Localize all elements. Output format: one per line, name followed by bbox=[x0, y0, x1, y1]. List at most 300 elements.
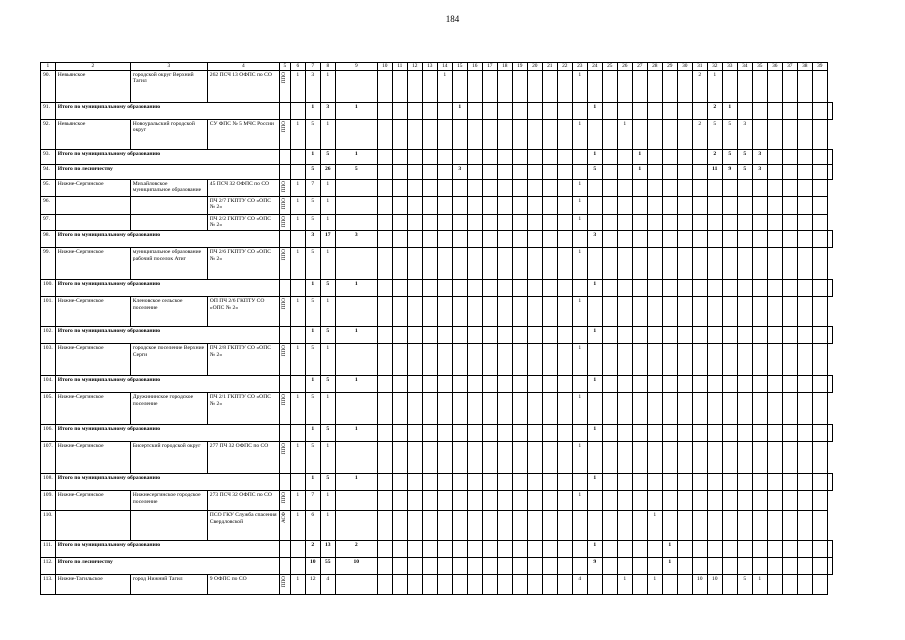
empty-cell bbox=[797, 248, 812, 280]
empty-cell bbox=[617, 541, 632, 558]
empty-cell bbox=[497, 376, 512, 393]
empty-cell bbox=[662, 511, 677, 541]
empty-cell bbox=[557, 150, 572, 165]
district-cell: Нижне-Сергинское bbox=[55, 297, 130, 327]
empty-cell bbox=[542, 150, 557, 165]
empty-cell bbox=[602, 575, 617, 595]
empty-cell bbox=[782, 165, 797, 180]
empty-cell bbox=[452, 541, 467, 558]
empty-cell bbox=[392, 248, 407, 280]
empty-cell bbox=[467, 71, 482, 103]
empty-cell bbox=[662, 393, 677, 425]
value-cell-col-23: 1 bbox=[587, 474, 602, 491]
subtotal-label: Итого по муниципальному образованию bbox=[55, 150, 279, 165]
empty-cell bbox=[482, 103, 497, 120]
unit-cell: 262 ПСЧ 13 ОФПС по СО bbox=[207, 71, 279, 103]
subtotal-row bbox=[41, 541, 833, 558]
empty-cell bbox=[707, 297, 722, 327]
empty-cell bbox=[677, 575, 692, 595]
empty-cell bbox=[692, 474, 707, 491]
empty-cell bbox=[722, 248, 737, 280]
value-cell-col-33: 5 bbox=[737, 150, 752, 165]
empty-cell bbox=[782, 558, 797, 575]
empty-cell bbox=[812, 376, 827, 393]
empty-cell bbox=[452, 474, 467, 491]
empty-cell bbox=[722, 541, 737, 558]
empty-cell bbox=[572, 558, 587, 575]
empty-cell bbox=[467, 248, 482, 280]
empty-cell bbox=[542, 442, 557, 474]
district-cell: Нижне-Сергинское bbox=[55, 248, 130, 280]
column-number-16: 16 bbox=[467, 63, 482, 71]
empty-cell bbox=[722, 425, 737, 442]
empty-cell bbox=[722, 474, 737, 491]
empty-cell bbox=[527, 103, 542, 120]
value-cell-col-23: 1 bbox=[572, 248, 587, 280]
empty-cell bbox=[527, 425, 542, 442]
empty-cell bbox=[707, 214, 722, 231]
value-cell-col-26: 1 bbox=[617, 120, 632, 150]
empty-cell bbox=[437, 344, 452, 376]
empty-cell bbox=[812, 541, 827, 558]
empty-cell bbox=[617, 425, 632, 442]
empty-cell bbox=[572, 474, 587, 491]
empty-cell bbox=[527, 280, 542, 297]
empty-cell bbox=[512, 214, 527, 231]
row-number: 93. bbox=[41, 150, 56, 165]
value-cell-col-6: 5 bbox=[305, 165, 320, 180]
column-number-30: 30 bbox=[677, 63, 692, 71]
empty-cell bbox=[377, 150, 392, 165]
empty-cell bbox=[482, 393, 497, 425]
empty-cell bbox=[422, 344, 437, 376]
empty-cell bbox=[677, 393, 692, 425]
value-cell-col-7: 5 bbox=[320, 474, 335, 491]
empty-cell bbox=[617, 103, 632, 120]
empty-cell bbox=[512, 120, 527, 150]
empty-cell bbox=[452, 511, 467, 541]
empty-cell bbox=[542, 425, 557, 442]
value-cell-col-23: 1 bbox=[572, 297, 587, 327]
empty-cell bbox=[617, 442, 632, 474]
empty-cell bbox=[407, 214, 422, 231]
unit-kind-label: ППО bbox=[281, 215, 288, 227]
empty-cell bbox=[722, 71, 737, 103]
value-cell-col-23: 1 bbox=[587, 280, 602, 297]
empty-cell bbox=[467, 376, 482, 393]
empty-cell bbox=[722, 442, 737, 474]
value-cell-col-8: 3 bbox=[335, 231, 377, 248]
unit-kind-label: ППО bbox=[281, 298, 288, 310]
empty-cell bbox=[647, 196, 662, 214]
empty-cell bbox=[512, 575, 527, 595]
empty-cell bbox=[662, 71, 677, 103]
empty-cell bbox=[707, 231, 722, 248]
empty-cell bbox=[527, 511, 542, 541]
empty-cell bbox=[467, 196, 482, 214]
row-number: 98. bbox=[41, 231, 56, 248]
value-cell-col-7: 5 bbox=[305, 120, 320, 150]
empty-cell bbox=[557, 180, 572, 197]
empty-cell bbox=[452, 280, 467, 297]
empty-cell bbox=[482, 231, 497, 248]
column-number-12: 12 bbox=[407, 63, 422, 71]
empty-cell bbox=[422, 231, 437, 248]
column-number-28: 28 bbox=[647, 63, 662, 71]
empty-cell bbox=[407, 491, 422, 511]
unit-cell: 277 ПЧ 32 ОФПС по СО bbox=[207, 442, 279, 474]
empty-cell bbox=[407, 196, 422, 214]
empty-cell bbox=[482, 344, 497, 376]
value-cell-col-6: 1 bbox=[290, 196, 305, 214]
value-cell-col-6: 1 bbox=[290, 344, 305, 376]
empty-cell bbox=[377, 393, 392, 425]
subtotal-label: Итого по муниципальному образованию bbox=[55, 425, 279, 442]
empty-cell bbox=[692, 248, 707, 280]
value-cell-col-32: 9 bbox=[722, 165, 737, 180]
empty-cell bbox=[497, 558, 512, 575]
empty-cell bbox=[279, 103, 290, 120]
value-cell-col-7: 5 bbox=[305, 393, 320, 425]
empty-cell bbox=[497, 71, 512, 103]
unit-kind-cell bbox=[279, 120, 290, 150]
empty-cell bbox=[377, 575, 392, 595]
empty-cell bbox=[692, 541, 707, 558]
district-cell bbox=[55, 214, 130, 231]
unit-cell: 9 ОФПС по СО bbox=[207, 575, 279, 595]
empty-cell bbox=[422, 165, 437, 180]
row-number: 92. bbox=[41, 120, 56, 150]
table-row bbox=[41, 71, 833, 103]
empty-cell bbox=[437, 231, 452, 248]
empty-cell bbox=[279, 280, 290, 297]
empty-cell bbox=[377, 558, 392, 575]
municipality-cell bbox=[130, 511, 207, 541]
column-number-38: 38 bbox=[797, 63, 812, 71]
value-cell-col-7: 3 bbox=[320, 103, 335, 120]
empty-cell bbox=[467, 231, 482, 248]
empty-cell bbox=[737, 541, 752, 558]
empty-cell bbox=[692, 150, 707, 165]
value-cell-col-6: 1 bbox=[305, 376, 320, 393]
empty-cell bbox=[467, 150, 482, 165]
empty-cell bbox=[632, 344, 647, 376]
empty-cell bbox=[797, 575, 812, 595]
unit-kind-label: ППО bbox=[281, 492, 288, 504]
empty-cell bbox=[812, 327, 827, 344]
empty-cell bbox=[797, 165, 812, 180]
empty-cell bbox=[497, 248, 512, 280]
empty-cell bbox=[602, 196, 617, 214]
empty-cell bbox=[827, 541, 832, 558]
value-cell-col-26: 1 bbox=[632, 165, 647, 180]
column-number-25: 25 bbox=[602, 63, 617, 71]
empty-cell bbox=[482, 165, 497, 180]
empty-cell bbox=[482, 196, 497, 214]
empty-cell bbox=[737, 231, 752, 248]
empty-cell bbox=[647, 231, 662, 248]
empty-cell bbox=[557, 511, 572, 541]
empty-cell bbox=[707, 541, 722, 558]
empty-cell bbox=[812, 280, 827, 297]
empty-cell bbox=[572, 103, 587, 120]
empty-cell bbox=[722, 231, 737, 248]
value-cell-col-8: 1 bbox=[320, 214, 335, 231]
empty-cell bbox=[512, 474, 527, 491]
column-number-29: 29 bbox=[662, 63, 677, 71]
column-number-24: 24 bbox=[587, 63, 602, 71]
empty-cell bbox=[767, 575, 782, 595]
empty-cell bbox=[437, 491, 452, 511]
value-cell-col-23: 1 bbox=[572, 196, 587, 214]
empty-cell bbox=[290, 165, 305, 180]
value-cell-col-7: 5 bbox=[305, 196, 320, 214]
empty-cell bbox=[437, 150, 452, 165]
value-cell-col-6: 3 bbox=[305, 231, 320, 248]
empty-cell bbox=[737, 558, 752, 575]
value-cell-col-23: 1 bbox=[587, 150, 602, 165]
empty-cell bbox=[587, 180, 602, 197]
unit-kind-cell bbox=[279, 511, 290, 541]
empty-cell bbox=[467, 280, 482, 297]
empty-cell bbox=[692, 165, 707, 180]
empty-cell bbox=[707, 393, 722, 425]
empty-cell bbox=[512, 165, 527, 180]
empty-cell bbox=[647, 180, 662, 197]
empty-cell bbox=[752, 474, 767, 491]
district-cell: Невьянское bbox=[55, 71, 130, 103]
empty-cell bbox=[722, 214, 737, 231]
unit-kind-label: ППО bbox=[281, 576, 288, 588]
empty-cell bbox=[482, 150, 497, 165]
empty-cell bbox=[722, 558, 737, 575]
empty-cell bbox=[452, 442, 467, 474]
empty-cell bbox=[512, 541, 527, 558]
empty-cell bbox=[797, 393, 812, 425]
empty-cell bbox=[722, 376, 737, 393]
municipality-cell: город Нижний Тагил bbox=[130, 575, 207, 595]
column-number-35: 35 bbox=[752, 63, 767, 71]
empty-cell bbox=[632, 297, 647, 327]
column-number-2: 2 bbox=[55, 63, 130, 71]
empty-cell bbox=[767, 491, 782, 511]
empty-cell bbox=[335, 248, 377, 280]
empty-cell bbox=[797, 541, 812, 558]
empty-cell bbox=[797, 103, 812, 120]
empty-cell bbox=[437, 327, 452, 344]
empty-cell bbox=[437, 442, 452, 474]
empty-cell bbox=[647, 165, 662, 180]
empty-cell bbox=[452, 344, 467, 376]
empty-cell bbox=[335, 196, 377, 214]
empty-cell bbox=[377, 442, 392, 474]
empty-cell bbox=[677, 474, 692, 491]
empty-cell bbox=[437, 558, 452, 575]
empty-cell bbox=[797, 344, 812, 376]
empty-cell bbox=[512, 558, 527, 575]
empty-cell bbox=[782, 120, 797, 150]
empty-cell bbox=[797, 120, 812, 150]
empty-cell bbox=[617, 491, 632, 511]
empty-cell bbox=[752, 120, 767, 150]
empty-cell bbox=[557, 575, 572, 595]
empty-cell bbox=[512, 196, 527, 214]
empty-cell bbox=[335, 120, 377, 150]
value-cell-col-7: 5 bbox=[305, 248, 320, 280]
empty-cell bbox=[482, 474, 497, 491]
empty-cell bbox=[572, 165, 587, 180]
empty-cell bbox=[557, 297, 572, 327]
unit-kind-cell bbox=[279, 214, 290, 231]
empty-cell bbox=[422, 248, 437, 280]
empty-cell bbox=[437, 393, 452, 425]
empty-cell bbox=[377, 541, 392, 558]
empty-cell bbox=[647, 558, 662, 575]
empty-cell bbox=[617, 511, 632, 541]
empty-cell bbox=[752, 344, 767, 376]
value-cell-col-28: 1 bbox=[647, 575, 662, 595]
empty-cell bbox=[797, 511, 812, 541]
empty-cell bbox=[662, 103, 677, 120]
unit-kind-cell bbox=[279, 248, 290, 280]
empty-cell bbox=[767, 344, 782, 376]
empty-cell bbox=[752, 297, 767, 327]
empty-cell bbox=[392, 558, 407, 575]
row-number: 113. bbox=[41, 575, 56, 595]
empty-cell bbox=[677, 196, 692, 214]
value-cell-col-23: 1 bbox=[587, 541, 602, 558]
empty-cell bbox=[467, 442, 482, 474]
column-number-26: 26 bbox=[617, 63, 632, 71]
value-cell-col-31: 10 bbox=[692, 575, 707, 595]
empty-cell bbox=[377, 511, 392, 541]
empty-cell bbox=[422, 150, 437, 165]
empty-cell bbox=[722, 297, 737, 327]
empty-cell bbox=[392, 575, 407, 595]
empty-cell bbox=[632, 491, 647, 511]
forest-fire-forces-table bbox=[40, 62, 833, 595]
empty-cell bbox=[557, 214, 572, 231]
empty-cell bbox=[677, 344, 692, 376]
value-cell-col-8: 10 bbox=[335, 558, 377, 575]
empty-cell bbox=[335, 71, 377, 103]
empty-cell bbox=[602, 474, 617, 491]
empty-cell bbox=[392, 71, 407, 103]
value-cell-col-8: 1 bbox=[335, 376, 377, 393]
empty-cell bbox=[722, 196, 737, 214]
empty-cell bbox=[737, 442, 752, 474]
empty-cell bbox=[407, 376, 422, 393]
empty-cell bbox=[647, 474, 662, 491]
empty-cell bbox=[767, 180, 782, 197]
unit-cell: ПЧ 2/7 ГКПТУ СО «ОПС № 2» bbox=[207, 196, 279, 214]
empty-cell bbox=[557, 103, 572, 120]
value-cell-col-8: 1 bbox=[335, 327, 377, 344]
empty-cell bbox=[407, 393, 422, 425]
empty-cell bbox=[707, 248, 722, 280]
empty-cell bbox=[407, 165, 422, 180]
empty-cell bbox=[827, 103, 832, 120]
unit-kind-label: ППО bbox=[281, 121, 288, 133]
empty-cell bbox=[452, 196, 467, 214]
empty-cell bbox=[452, 120, 467, 150]
empty-cell bbox=[827, 280, 832, 297]
value-cell-col-26: 1 bbox=[632, 150, 647, 165]
value-cell-col-6: 1 bbox=[305, 425, 320, 442]
empty-cell bbox=[632, 511, 647, 541]
value-cell-col-23: 1 bbox=[587, 425, 602, 442]
empty-cell bbox=[392, 344, 407, 376]
empty-cell bbox=[407, 442, 422, 474]
empty-cell bbox=[497, 120, 512, 150]
empty-cell bbox=[497, 297, 512, 327]
empty-cell bbox=[467, 297, 482, 327]
row-number: 96. bbox=[41, 196, 56, 214]
empty-cell bbox=[279, 541, 290, 558]
empty-cell bbox=[602, 231, 617, 248]
empty-cell bbox=[542, 297, 557, 327]
empty-cell bbox=[632, 327, 647, 344]
empty-cell bbox=[752, 231, 767, 248]
page-number: 184 bbox=[445, 14, 460, 24]
empty-cell bbox=[602, 248, 617, 280]
empty-cell bbox=[527, 120, 542, 150]
empty-cell bbox=[377, 474, 392, 491]
empty-cell bbox=[767, 196, 782, 214]
empty-cell bbox=[407, 511, 422, 541]
empty-cell bbox=[422, 297, 437, 327]
subtotal-label: Итого по муниципальному образованию bbox=[55, 231, 279, 248]
value-cell-col-6: 1 bbox=[290, 214, 305, 231]
empty-cell bbox=[647, 442, 662, 474]
district-cell: Нижне-Сергинское bbox=[55, 491, 130, 511]
empty-cell bbox=[482, 442, 497, 474]
value-cell-col-23: 1 bbox=[572, 180, 587, 197]
empty-cell bbox=[437, 376, 452, 393]
empty-cell bbox=[392, 196, 407, 214]
empty-cell bbox=[392, 442, 407, 474]
unit-cell: СУ ФПС № 5 МЧС России bbox=[207, 120, 279, 150]
empty-cell bbox=[797, 442, 812, 474]
empty-cell bbox=[452, 150, 467, 165]
empty-cell bbox=[512, 103, 527, 120]
empty-cell bbox=[767, 165, 782, 180]
empty-cell bbox=[767, 297, 782, 327]
empty-cell bbox=[467, 558, 482, 575]
unit-kind-cell bbox=[279, 575, 290, 595]
table-row bbox=[41, 393, 833, 425]
empty-cell bbox=[782, 150, 797, 165]
row-number: 111. bbox=[41, 541, 56, 558]
empty-cell bbox=[602, 103, 617, 120]
empty-cell bbox=[662, 214, 677, 231]
empty-cell bbox=[467, 474, 482, 491]
empty-cell bbox=[407, 327, 422, 344]
empty-cell bbox=[782, 491, 797, 511]
empty-cell bbox=[617, 214, 632, 231]
empty-cell bbox=[782, 474, 797, 491]
empty-cell bbox=[752, 511, 767, 541]
empty-cell bbox=[812, 214, 827, 231]
empty-cell bbox=[737, 214, 752, 231]
empty-cell bbox=[542, 231, 557, 248]
empty-cell bbox=[632, 474, 647, 491]
column-number-19: 19 bbox=[512, 63, 527, 71]
empty-cell bbox=[422, 425, 437, 442]
empty-cell bbox=[452, 71, 467, 103]
column-number-22: 22 bbox=[557, 63, 572, 71]
empty-cell bbox=[557, 196, 572, 214]
